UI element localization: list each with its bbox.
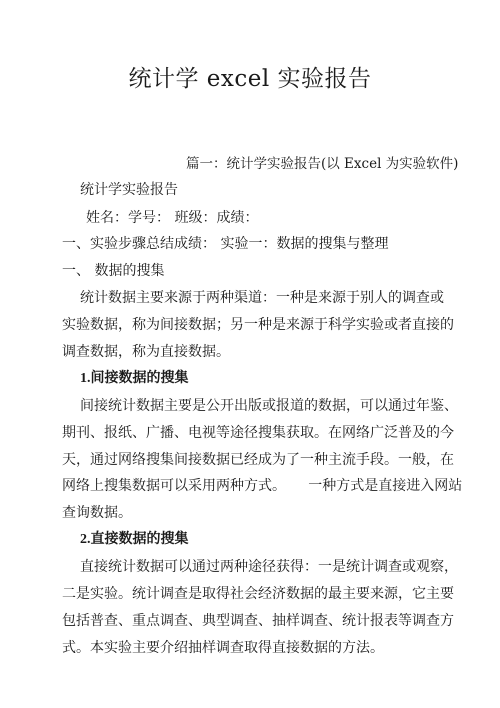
report-header-line: 统计学实验报告 (80, 182, 178, 198)
numbered-heading: 1.间接数据的搜集 (80, 371, 189, 386)
paragraph-line: 统计数据主要来源于两种渠道：一种是来源于别人的调查或 (80, 290, 444, 306)
numbered-heading: 2.直接数据的搜集 (80, 532, 189, 547)
paragraph-line: 调查数据，称为直接数据。 (62, 344, 230, 360)
paragraph-line: 期刊、报纸、广播、电视等途径搜集获取。在网络广泛普及的今 (62, 425, 454, 441)
paragraph-line: 二是实验。统计调查是取得社会经济数据的最主要来源，它主要 (62, 586, 454, 602)
document-title: 统计学 excel 实验报告 (128, 66, 372, 92)
paragraph-line: 直接统计数据可以通过两种途径获得：一是统计调查或观察， (80, 559, 458, 575)
student-info-line: 姓名：学号： 班级：成绩： (86, 210, 259, 226)
paragraph-line: 包括普查、重点调查、典型调查、抽样调查、统计报表等调查方 (62, 613, 454, 629)
paragraph-line: 查询数据。 (62, 505, 132, 521)
section-heading: 一、实验步骤总结成绩： 实验一：数据的搜集与整理 (62, 236, 389, 252)
paragraph-line: 天，通过网络搜集间接数据已经成为了一种主流手段。一般，在 (62, 452, 454, 468)
subsection-heading: 一、 数据的搜集 (62, 263, 165, 279)
paragraph-line: 间接统计数据主要是公开出版或报道的数据，可以通过年鉴、 (80, 398, 458, 414)
paragraph-line: 式。本实验主要介绍抽样调查取得直接数据的方法。 (62, 640, 384, 656)
paragraph-line: 网络上搜集数据可以采用两种方式。 一种方式是直接进入网站 (62, 478, 463, 494)
paragraph-line: 实验数据，称为间接数据；另一种是来源于科学实验或者直接的 (62, 317, 454, 333)
document-subtitle: 篇一：统计学实验报告(以 Excel 为实验软件) (186, 156, 459, 172)
